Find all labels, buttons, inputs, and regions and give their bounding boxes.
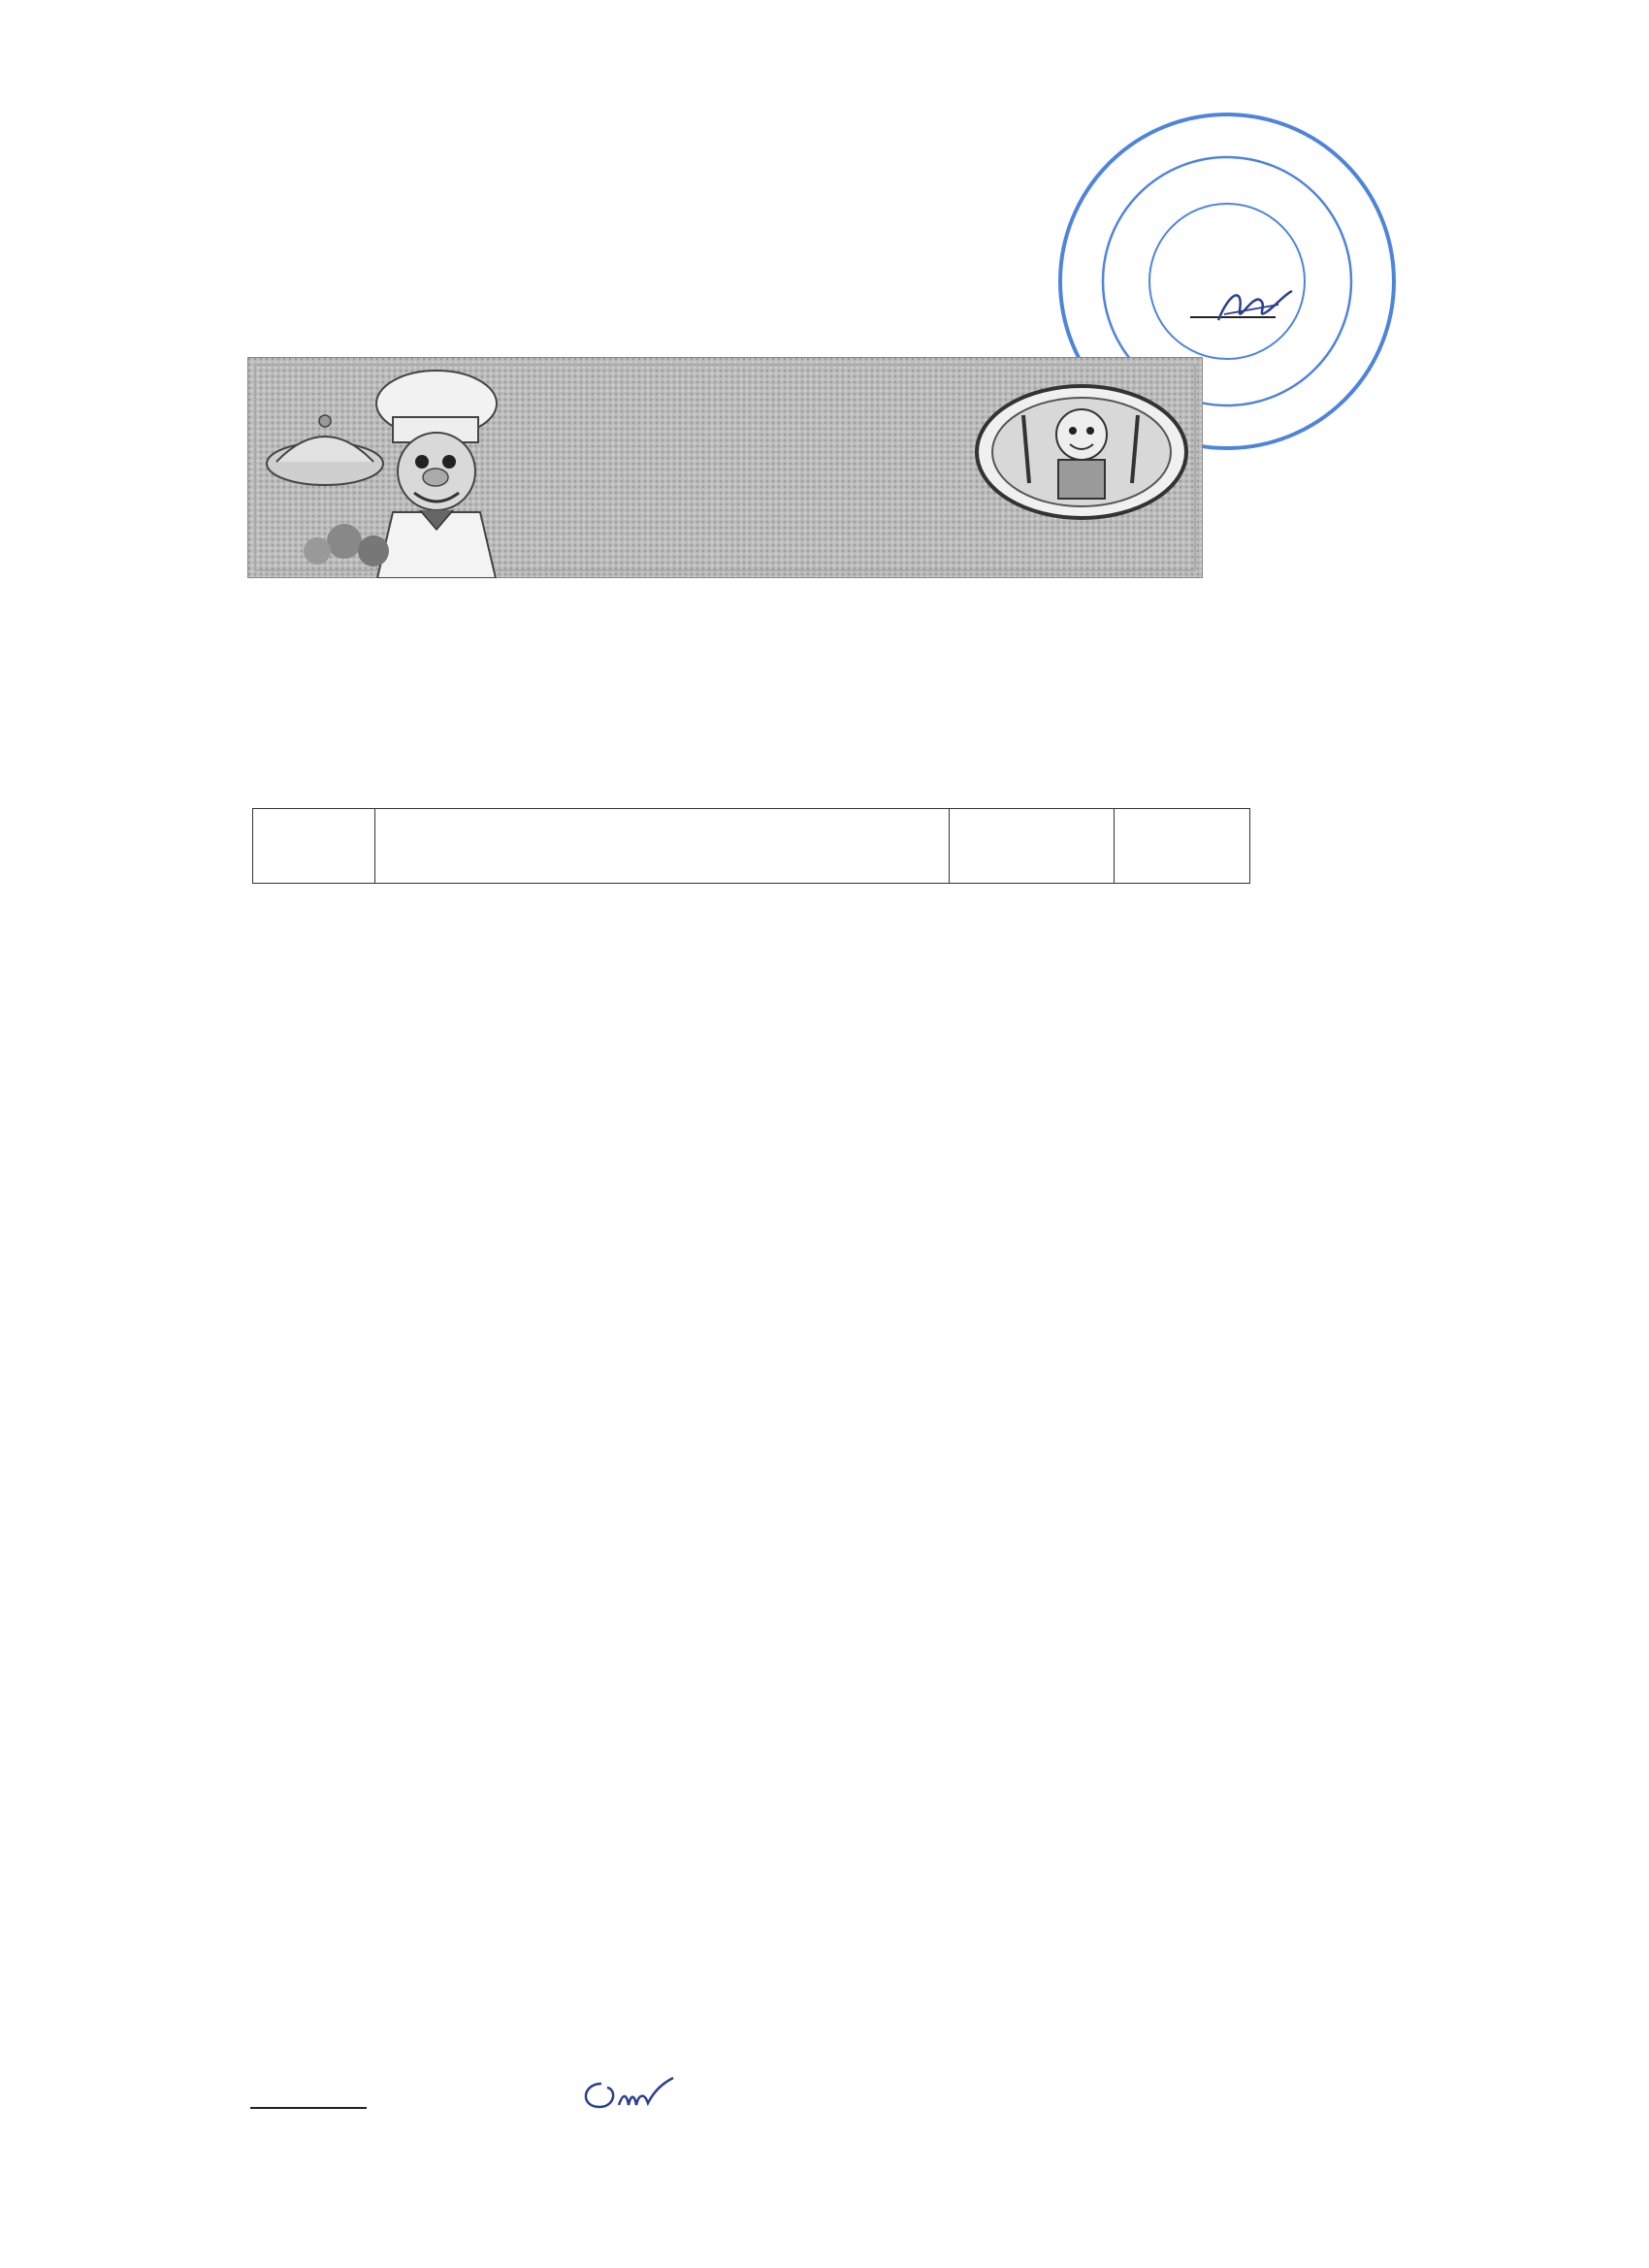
plate-icon xyxy=(977,386,1186,518)
header-recipe-number xyxy=(253,809,375,884)
header-yield xyxy=(950,809,1115,884)
menu-banner xyxy=(247,357,1203,578)
director-signature xyxy=(1211,281,1298,330)
menu-table xyxy=(252,808,1250,884)
header-kcal xyxy=(1115,809,1250,884)
header-dish-name xyxy=(375,809,950,884)
nurse-signature xyxy=(572,2070,679,2119)
nurse-signature-line xyxy=(250,2088,367,2116)
table-header-row xyxy=(253,809,1250,884)
signature-gap xyxy=(250,2107,367,2109)
